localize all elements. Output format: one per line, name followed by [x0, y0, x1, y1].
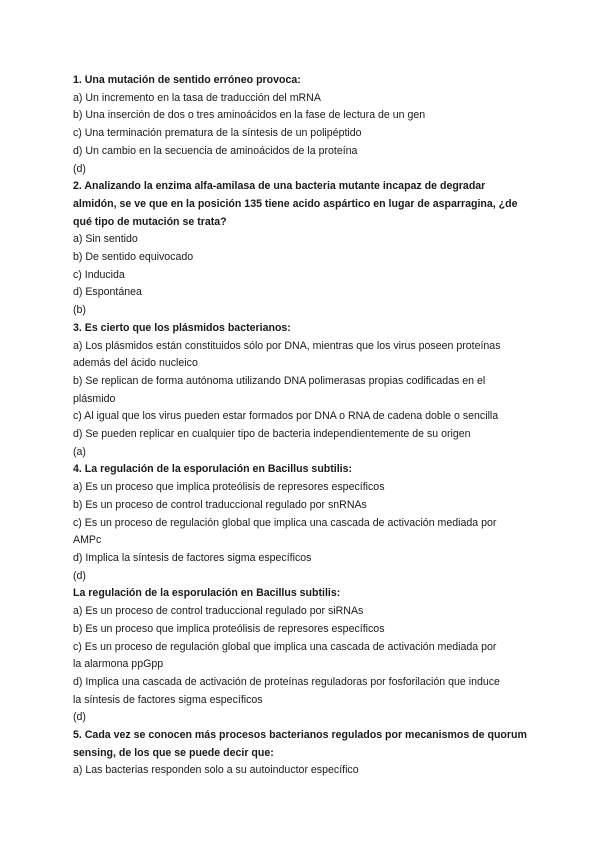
question-4b-title: La regulación de la esporulación en Bacillus subtilis:	[73, 587, 341, 600]
question-2-option-a: a) Sin sentido	[73, 233, 138, 246]
question-2-option-b: b) De sentido equivocado	[73, 251, 194, 264]
question-2-option-d: d) Espontánea	[73, 286, 142, 299]
question-1-option-d: d) Un cambio en la secuencia de aminoácidos de la proteína	[73, 144, 358, 157]
question-2-title-line-3: qué tipo de mutación se trata?	[73, 215, 227, 228]
question-1-option-c: c) Una terminación prematura de la síntesis de un polipéptido	[73, 127, 362, 140]
question-1-answer: (d)	[73, 162, 86, 175]
question-4-option-a: a) Es un proceso que implica proteólisis de represores específicos	[73, 481, 385, 494]
question-3-option-d: d) Se pueden replicar en cualquier tipo de bacteria independientemente de su origen	[73, 428, 471, 441]
question-4-option-d: d) Implica la síntesis de factores sigma específicos	[73, 551, 312, 564]
question-4b-option-b: b) Es un proceso que implica proteólisis de represores específicos	[73, 622, 385, 635]
question-2-option-c: c) Inducida	[73, 268, 125, 281]
question-5-title-line-2: sensing, de los que se puede decir que:	[73, 746, 274, 759]
question-5-title-line-1: 5. Cada vez se conocen más procesos bacterianos regulados por mecanismos de quorum	[73, 729, 527, 742]
question-4-option-b: b) Es un proceso de control traduccional regulado por snRNAs	[73, 498, 367, 511]
question-1-option-b: b) Una inserción de dos o tres aminoácidos en la fase de lectura de un gen	[73, 109, 426, 122]
question-4-title: 4. La regulación de la esporulación en Bacillus subtilis:	[73, 463, 353, 476]
question-3-answer: (a)	[73, 445, 86, 458]
question-4-option-c: c) Es un proceso de regulación global que implica una cascada de activación mediada por	[73, 516, 497, 529]
question-4-option-c-cont: AMPc	[73, 534, 102, 547]
question-4b-option-d: d) Implica una cascada de activación de proteínas reguladoras por fosforilación que induce	[73, 675, 500, 688]
question-4b-option-d-cont: la síntesis de factores sigma específicos	[73, 693, 263, 706]
question-1-title: 1. Una mutación de sentido erróneo provoca:	[73, 74, 301, 86]
document-page	[73, 72, 533, 780]
question-4b-answer: (d)	[73, 711, 86, 724]
question-3-option-a-cont: además del ácido nucleico	[73, 357, 198, 370]
question-4-answer: (d)	[73, 569, 86, 582]
question-2-title-line-1: 2. Analizando la enzima alfa-amilasa de una bacteria mutante incapaz de degradar	[73, 180, 486, 193]
question-4b-option-a: a) Es un proceso de control traduccional regulado por siRNAs	[73, 605, 364, 618]
question-4b-option-c-cont: la alarmona ppGpp	[73, 658, 164, 671]
question-3-option-a: a) Los plásmidos están constituidos sólo por DNA, mientras que los virus poseen proteínas	[73, 339, 501, 352]
question-5-option-a: a) Las bacterias responden solo a su autoinductor específico	[73, 764, 359, 777]
question-2-title-line-2: almidón, se ve que en la posición 135 tiene acido aspártico en lugar de asparragina, ¿de	[73, 197, 518, 210]
question-1-option-a: a) Un incremento en la tasa de traducción del mRNA	[73, 91, 321, 104]
question-3-option-b-cont: plásmido	[73, 392, 116, 405]
question-2-answer: (b)	[73, 304, 86, 317]
question-3-option-c: c) Al igual que los virus pueden estar formados por DNA o RNA de cadena doble o sencilla	[73, 410, 499, 423]
question-3-title: 3. Es cierto que los plásmidos bacterianos:	[73, 321, 291, 334]
question-4b-option-c: c) Es un proceso de regulación global que implica una cascada de activación mediada por	[73, 640, 497, 653]
question-3-option-b: b) Se replican de forma autónoma utilizando DNA polimerasas propias codificadas en el	[73, 374, 486, 387]
